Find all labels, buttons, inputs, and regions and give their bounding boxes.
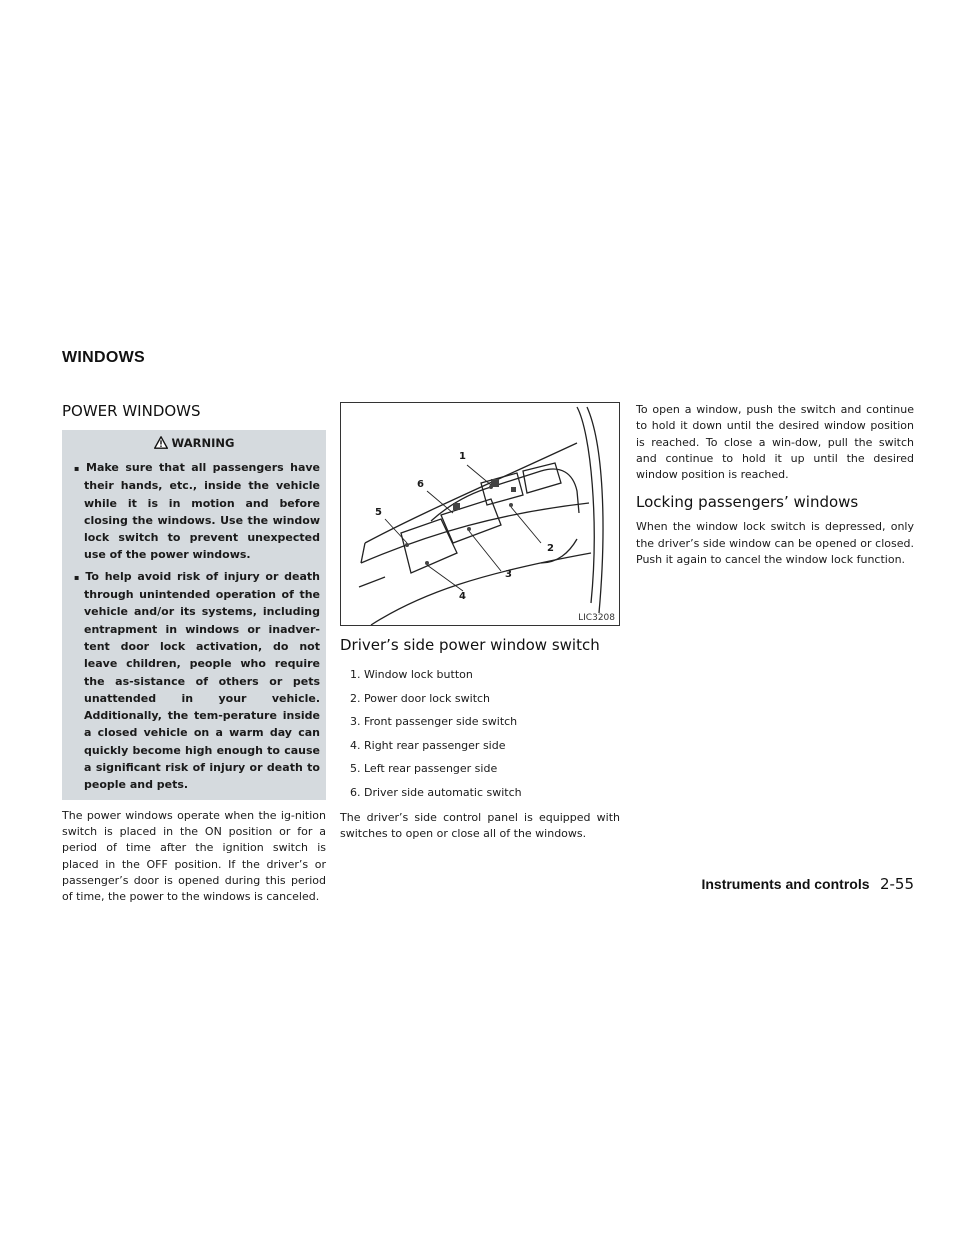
callout-4: 4 bbox=[459, 591, 466, 602]
page-number: 2-55 bbox=[879, 875, 914, 893]
warning-item: ▪ To help avoid risk of injury or death through unintended operation of the vehicle and/or its systems, including entrapment in windows or inadver-tent door lock activation, do not leave children, people who require the as-sistance of others or pets unattended in your vehicle. Additionally, the tem-perature inside a closed vehicle on a warm day can quickly become high enough to cause a significant risk of injury or death to people and pets. bbox=[70, 568, 320, 794]
control-panel-paragraph: The driver’s side control panel is equipped with switches to open or close all of the windows. bbox=[340, 811, 620, 841]
operation-paragraph: To open a window, push the switch and continue to hold it down until the desired window position is reached. To close a win-dow, pull the switch and continue to hold it up until the desired window position is reached. bbox=[636, 403, 914, 482]
warning-box bbox=[62, 430, 326, 800]
list-item: 4. Right rear passenger side bbox=[350, 738, 506, 752]
callout-1: 1 bbox=[459, 451, 466, 462]
switch-list bbox=[340, 663, 620, 804]
callout-2: 2 bbox=[547, 543, 554, 554]
warning-header bbox=[62, 430, 326, 455]
column-power-windows bbox=[62, 402, 326, 905]
switch-illustration bbox=[340, 402, 620, 626]
figure-caption: Driver’s side power window switch bbox=[340, 636, 600, 654]
list-item: 3. Front passenger side switch bbox=[350, 715, 518, 728]
footer-section: Instruments and controls bbox=[701, 876, 870, 892]
list-item: 1. Window lock button bbox=[350, 668, 473, 681]
locking-paragraph: When the window lock switch is depressed, only the driver’s side window can be opened or closed. Push it again to cancel the window lock function. bbox=[636, 520, 914, 567]
warning-triangle-icon bbox=[154, 436, 168, 449]
power-windows-paragraph: The power windows operate when the ig-nition switch is placed in the ON position or for a period of time after the ignition switch is placed in the OFF position. If the driver’s or passenger’s door is opened during this period of time, the power to the windows is canceled. bbox=[62, 808, 326, 904]
warning-item: ▪ Make sure that all passengers have their hands, etc., inside the vehicle while it is in motion and before closing the windows. Use the window lock switch to prevent unexpected use of the power windows. bbox=[70, 459, 320, 564]
door-panel-drawing bbox=[341, 403, 619, 625]
list-item: 5. Left rear passenger side bbox=[350, 762, 498, 775]
callout-5: 5 bbox=[375, 507, 382, 518]
callout-3: 3 bbox=[505, 569, 512, 580]
warning-label: WARNING bbox=[171, 435, 235, 450]
callout-6: 6 bbox=[417, 479, 424, 490]
list-item: 2. Power door lock switch bbox=[350, 691, 491, 705]
column-operation bbox=[636, 402, 914, 568]
warning-list bbox=[70, 459, 320, 794]
figure-code: LIC3208 bbox=[578, 613, 615, 623]
list-item: 6. Driver side automatic switch bbox=[350, 785, 522, 799]
power-windows-heading: POWER WINDOWS bbox=[62, 402, 201, 420]
column-driver-switch bbox=[340, 402, 620, 843]
locking-heading: Locking passengers’ windows bbox=[636, 493, 859, 512]
page-footer bbox=[701, 875, 914, 893]
section-title: WINDOWS bbox=[62, 349, 145, 366]
